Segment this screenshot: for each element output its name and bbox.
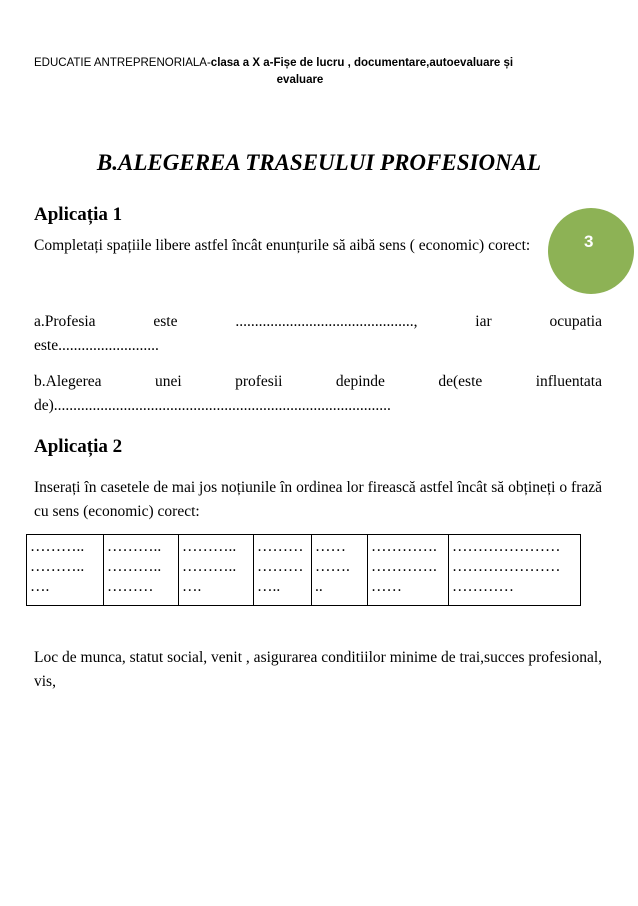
answer-box-2[interactable]: ……….. ……….. ……… xyxy=(104,535,179,606)
app2-word-list: Loc de munca, statut social, venit , asigurarea conditiilor minime de trai,succes profesional, vis, xyxy=(34,649,602,690)
word: de(este xyxy=(438,373,483,390)
word: unei xyxy=(154,373,182,390)
app1-item-b-line1 xyxy=(34,370,602,394)
app2-instruction: Inserați în casetele de mai jos noțiunile în ordinea lor firească astfel încât să obțineți o frază cu sens (economic) corect: xyxy=(34,479,602,520)
word: ocupatia xyxy=(549,313,602,330)
word: influentata xyxy=(535,373,602,390)
word: iar xyxy=(475,313,492,330)
app1-instruction: Completați spațiile libere astfel încât enunțurile să aibă sens ( economic) corect: xyxy=(34,237,531,254)
word: este xyxy=(153,313,178,330)
app2-heading: Aplicația 2 xyxy=(34,436,123,457)
answer-box-6[interactable]: …………. …………. …… xyxy=(368,535,449,606)
answer-box-5[interactable]: …… ……. .. xyxy=(312,535,368,606)
answer-box-1[interactable]: ……….. ……….. …. xyxy=(27,535,104,606)
answer-box-3[interactable]: ……….. ……….. …. xyxy=(179,535,254,606)
answer-box-7[interactable]: ………………… ………………… ………… xyxy=(449,535,581,606)
page-number: 3 xyxy=(584,232,594,251)
header-topic-line2: evaluare xyxy=(276,74,324,86)
app1-item-a xyxy=(34,310,602,358)
app1-item-a-line1 xyxy=(34,310,602,334)
answer-box-4[interactable]: ……… ……… ….. xyxy=(254,535,312,606)
page-header xyxy=(34,55,594,89)
blank: .............................................., xyxy=(235,313,418,330)
app1-item-a-line2: este.......................... xyxy=(34,337,159,354)
word: depinde xyxy=(335,373,385,390)
header-topic: clasa a X a-Fișe de lucru , documentare,autoevaluare și xyxy=(210,57,514,69)
app1-heading: Aplicația 1 xyxy=(34,204,123,225)
answer-boxes-table xyxy=(26,534,581,606)
page-title: B.ALEGEREA TRASEULUI PROFESIONAL xyxy=(96,150,542,175)
word: a.Profesia xyxy=(34,313,96,330)
word: profesii xyxy=(235,373,283,390)
word: b.Alegerea xyxy=(34,373,102,390)
app1-item-b-line2: de)....................................................................................... xyxy=(34,397,391,414)
header-course: EDUCATIE ANTREPRENORIALA- xyxy=(34,57,211,69)
app1-item-b xyxy=(34,370,602,418)
